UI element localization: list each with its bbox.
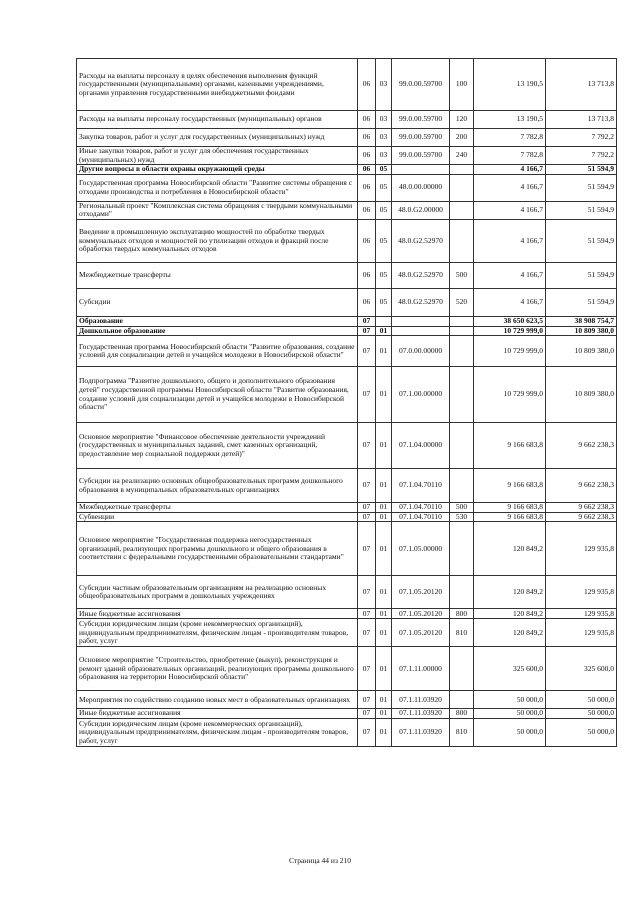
- cell-section: 06: [358, 111, 376, 129]
- cell-amount-year2: 51 594,9: [546, 201, 617, 219]
- cell-amount-year2: 13 713,8: [546, 111, 617, 129]
- cell-target-article: 07.1.04.70110: [392, 503, 450, 513]
- cell-expense-type: 120: [450, 111, 474, 129]
- cell-name: Расходы на выплаты персоналу в целях обеспечения выполнения функций государственными (муниципальными) органами, казенными учреждениями, органами управления государственными внебюджетными фондами: [77, 59, 358, 111]
- cell-subsection: [376, 316, 392, 326]
- cell-subsection: 03: [376, 129, 392, 147]
- cell-section: 06: [358, 129, 376, 147]
- table-row: [77, 522, 617, 576]
- table-row: [77, 111, 617, 129]
- cell-amount-year1: 7 782,8: [474, 147, 546, 165]
- cell-subsection: 03: [376, 59, 392, 111]
- cell-name: Дошкольное образование: [77, 326, 358, 336]
- cell-name: Основное мероприятие "Строительство, приобретение (выкуп), реконструкция и ремонт зданий образовательных организаций, реализующих программы дошкольного образования на территории Новосибирской области": [77, 647, 358, 691]
- cell-target-article: 48.0.00.00000: [392, 174, 450, 201]
- table-row: [77, 288, 617, 316]
- cell-amount-year1: 50 000,0: [474, 709, 546, 719]
- cell-amount-year2: 50 000,0: [546, 718, 617, 746]
- cell-amount-year1: 13 190,5: [474, 59, 546, 111]
- cell-name: Закупка товаров, работ и услуг для государственных (муниципальных) нужд: [77, 129, 358, 147]
- cell-amount-year2: 10 809 380,0: [546, 336, 617, 367]
- cell-name: Подпрограмма "Развитие дошкольного, общего и дополнительного образования детей" государственной программы Новосибирской области "Развитие образования, создание условий для социализации детей и учащейся молодежи в Новосибирской области": [77, 367, 358, 423]
- cell-subsection: 01: [376, 619, 392, 647]
- table-row: [77, 718, 617, 746]
- cell-amount-year1: 4 166,7: [474, 165, 546, 175]
- cell-target-article: 07.1.04.00000: [392, 423, 450, 469]
- cell-expense-type: [450, 522, 474, 576]
- cell-expense-type: 800: [450, 609, 474, 619]
- cell-subsection: 01: [376, 647, 392, 691]
- cell-subsection: 01: [376, 522, 392, 576]
- cell-amount-year1: 4 166,7: [474, 219, 546, 262]
- cell-section: 06: [358, 59, 376, 111]
- cell-target-article: 99.0.00.59700: [392, 111, 450, 129]
- cell-name: Субвенции: [77, 512, 358, 522]
- cell-amount-year2: 13 713,8: [546, 59, 617, 111]
- cell-section: 07: [358, 709, 376, 719]
- table-row: [77, 336, 617, 367]
- cell-amount-year2: 129 935,8: [546, 619, 617, 647]
- cell-amount-year2: 10 809 380,0: [546, 326, 617, 336]
- cell-name: Межбюджетные трансферты: [77, 262, 358, 288]
- cell-expense-type: [450, 647, 474, 691]
- cell-name: Иные бюджетные ассигнования: [77, 609, 358, 619]
- cell-expense-type: 200: [450, 129, 474, 147]
- cell-amount-year2: 51 594,9: [546, 219, 617, 262]
- cell-subsection: 05: [376, 262, 392, 288]
- cell-section: 07: [358, 576, 376, 609]
- cell-amount-year2: 7 792,2: [546, 147, 617, 165]
- cell-expense-type: [450, 326, 474, 336]
- page-number: Страница 44 из 210: [288, 856, 352, 865]
- cell-subsection: 05: [376, 174, 392, 201]
- cell-subsection: 01: [376, 609, 392, 619]
- cell-target-article: 48.0.G2.52970: [392, 219, 450, 262]
- cell-amount-year1: 120 849,2: [474, 576, 546, 609]
- cell-amount-year1: 50 000,0: [474, 691, 546, 709]
- cell-expense-type: [450, 336, 474, 367]
- table-row: [77, 219, 617, 262]
- table-row: [77, 147, 617, 165]
- cell-name: Мероприятия по содействию созданию новых мест в образовательных организациях: [77, 691, 358, 709]
- cell-amount-year2: 129 935,8: [546, 522, 617, 576]
- cell-amount-year1: 10 729 999,0: [474, 326, 546, 336]
- cell-subsection: 03: [376, 111, 392, 129]
- cell-subsection: 05: [376, 219, 392, 262]
- budget-table: [76, 58, 617, 747]
- cell-section: 07: [358, 423, 376, 469]
- cell-subsection: 01: [376, 367, 392, 423]
- cell-amount-year2: 51 594,9: [546, 288, 617, 316]
- cell-amount-year1: 4 166,7: [474, 288, 546, 316]
- table-row: [77, 691, 617, 709]
- cell-section: 07: [358, 647, 376, 691]
- cell-expense-type: [450, 174, 474, 201]
- cell-section: 07: [358, 718, 376, 746]
- cell-section: 06: [358, 165, 376, 175]
- cell-subsection: 01: [376, 336, 392, 367]
- cell-name: Основное мероприятие "Государственная поддержка негосударственных организаций, реализующих программы дошкольного и общего образования в соответствии с федеральными государственными образовательными стандартами": [77, 522, 358, 576]
- cell-name: Государственная программа Новосибирской области "Развитие образования, создание условий для социализации детей и учащейся молодежи в Новосибирской области": [77, 336, 358, 367]
- cell-name: Основное мероприятие "Финансовое обеспечение деятельности учреждений (государственных и муниципальных заданий, смет казенных организаций, предоставление мер социальной поддержки детей)": [77, 423, 358, 469]
- cell-target-article: 07.1.05.20120: [392, 576, 450, 609]
- cell-amount-year2: 9 662 238,3: [546, 503, 617, 513]
- cell-amount-year1: 9 166 683,8: [474, 512, 546, 522]
- cell-amount-year2: 51 594,9: [546, 174, 617, 201]
- cell-name: Другие вопросы в области охраны окружающей среды: [77, 165, 358, 175]
- cell-target-article: 07.1.04.70110: [392, 469, 450, 503]
- cell-amount-year1: 10 729 999,0: [474, 336, 546, 367]
- cell-amount-year2: 9 662 238,3: [546, 469, 617, 503]
- cell-section: 06: [358, 219, 376, 262]
- cell-expense-type: 800: [450, 709, 474, 719]
- cell-amount-year1: 120 849,2: [474, 609, 546, 619]
- cell-subsection: 01: [376, 709, 392, 719]
- cell-amount-year1: 7 782,8: [474, 129, 546, 147]
- cell-target-article: 07.0.00.00000: [392, 336, 450, 367]
- cell-subsection: 01: [376, 326, 392, 336]
- cell-amount-year1: 9 166 683,8: [474, 423, 546, 469]
- cell-amount-year2: 9 662 238,3: [546, 512, 617, 522]
- cell-subsection: 01: [376, 718, 392, 746]
- cell-target-article: [392, 326, 450, 336]
- cell-subsection: 01: [376, 469, 392, 503]
- cell-amount-year2: 51 594,9: [546, 262, 617, 288]
- cell-name: Субсидии частным образовательным организациям на реализацию основных общеобразовательных программ в дошкольных учреждениях: [77, 576, 358, 609]
- table-row: [77, 201, 617, 219]
- cell-target-article: 07.1.11.03920: [392, 718, 450, 746]
- cell-name: Государственная программа Новосибирской области "Развитие системы обращения с отходами производства и потребления в Новосибирской области": [77, 174, 358, 201]
- cell-expense-type: 240: [450, 147, 474, 165]
- table-row: [77, 609, 617, 619]
- cell-section: 07: [358, 503, 376, 513]
- cell-subsection: 01: [376, 503, 392, 513]
- cell-amount-year2: 38 908 754,7: [546, 316, 617, 326]
- cell-expense-type: [450, 219, 474, 262]
- cell-amount-year2: 7 792,2: [546, 129, 617, 147]
- cell-expense-type: 810: [450, 619, 474, 647]
- cell-target-article: [392, 165, 450, 175]
- cell-expense-type: 100: [450, 59, 474, 111]
- cell-subsection: 01: [376, 512, 392, 522]
- cell-section: 07: [358, 609, 376, 619]
- cell-amount-year1: 4 166,7: [474, 201, 546, 219]
- table-row: [77, 503, 617, 513]
- cell-section: 07: [358, 336, 376, 367]
- cell-target-article: 07.1.11.03920: [392, 691, 450, 709]
- cell-section: 07: [358, 316, 376, 326]
- cell-target-article: 48.0.G2.52970: [392, 288, 450, 316]
- table-row: [77, 512, 617, 522]
- cell-target-article: 48.0.G2.00000: [392, 201, 450, 219]
- cell-name: Межбюджетные трансферты: [77, 503, 358, 513]
- table-row: [77, 262, 617, 288]
- cell-expense-type: 530: [450, 512, 474, 522]
- table-row: [77, 576, 617, 609]
- cell-section: 07: [358, 367, 376, 423]
- cell-section: 07: [358, 326, 376, 336]
- cell-name: Введение в промышленную эксплуатацию мощностей по обработке твердых коммунальных отходов и мощностей по утилизации отходов и фракций после обработки твердых коммунальных отходов: [77, 219, 358, 262]
- cell-expense-type: [450, 423, 474, 469]
- cell-amount-year2: 50 000,0: [546, 709, 617, 719]
- cell-expense-type: 500: [450, 262, 474, 288]
- cell-expense-type: 810: [450, 718, 474, 746]
- cell-amount-year1: 325 600,0: [474, 647, 546, 691]
- cell-expense-type: [450, 201, 474, 219]
- cell-section: 07: [358, 469, 376, 503]
- cell-name: Субсидии юридическим лицам (кроме некоммерческих организаций), индивидуальным предпринимателям, физическим лицам - производителям товаров, работ, услуг: [77, 718, 358, 746]
- cell-amount-year1: 9 166 683,8: [474, 503, 546, 513]
- table-row: [77, 367, 617, 423]
- cell-amount-year2: 50 000,0: [546, 691, 617, 709]
- cell-section: 07: [358, 619, 376, 647]
- cell-subsection: 01: [376, 423, 392, 469]
- cell-section: 06: [358, 147, 376, 165]
- table-row: [77, 619, 617, 647]
- cell-subsection: 01: [376, 691, 392, 709]
- table-row: [77, 174, 617, 201]
- table-row: [77, 59, 617, 111]
- cell-name: Иные бюджетные ассигнования: [77, 709, 358, 719]
- cell-name: Субсидии на реализацию основных общеобразовательных программ дошкольного образования в муниципальных образовательных организациях: [77, 469, 358, 503]
- cell-target-article: [392, 316, 450, 326]
- cell-target-article: 07.1.05.20120: [392, 609, 450, 619]
- cell-name: Образование: [77, 316, 358, 326]
- document-page: [76, 58, 616, 747]
- cell-name: Субсидии юридическим лицам (кроме некоммерческих организаций), индивидуальным предпринимателям, физическим лицам - производителям товаров, работ, услуг: [77, 619, 358, 647]
- table-row: [77, 165, 617, 175]
- cell-name: Субсидии: [77, 288, 358, 316]
- cell-amount-year1: 120 849,2: [474, 522, 546, 576]
- cell-amount-year1: 13 190,5: [474, 111, 546, 129]
- cell-amount-year2: 51 594,9: [546, 165, 617, 175]
- cell-target-article: 48.0.G2.52970: [392, 262, 450, 288]
- cell-expense-type: [450, 165, 474, 175]
- budget-table-body: [77, 59, 617, 747]
- cell-expense-type: 500: [450, 503, 474, 513]
- cell-target-article: 07.1.11.03920: [392, 709, 450, 719]
- cell-amount-year1: 38 650 623,5: [474, 316, 546, 326]
- cell-subsection: 05: [376, 288, 392, 316]
- cell-subsection: 05: [376, 201, 392, 219]
- cell-subsection: 03: [376, 147, 392, 165]
- cell-amount-year2: 129 935,8: [546, 576, 617, 609]
- table-row: [77, 423, 617, 469]
- cell-amount-year2: 10 809 380,0: [546, 367, 617, 423]
- table-row: [77, 129, 617, 147]
- cell-expense-type: [450, 469, 474, 503]
- cell-target-article: 07.1.05.00000: [392, 522, 450, 576]
- cell-amount-year1: 10 729 999,0: [474, 367, 546, 423]
- cell-target-article: 07.1.00.00000: [392, 367, 450, 423]
- cell-amount-year1: 120 849,2: [474, 619, 546, 647]
- table-row: [77, 647, 617, 691]
- cell-target-article: 07.1.04.70110: [392, 512, 450, 522]
- cell-target-article: 99.0.00.59700: [392, 147, 450, 165]
- cell-target-article: 07.1.05.20120: [392, 619, 450, 647]
- cell-target-article: 99.0.00.59700: [392, 129, 450, 147]
- cell-target-article: 99.0.00.59700: [392, 59, 450, 111]
- table-row: [77, 326, 617, 336]
- cell-target-article: 07.1.11.00000: [392, 647, 450, 691]
- cell-expense-type: [450, 367, 474, 423]
- cell-amount-year1: 4 166,7: [474, 262, 546, 288]
- cell-expense-type: 520: [450, 288, 474, 316]
- cell-section: 06: [358, 174, 376, 201]
- cell-amount-year1: 4 166,7: [474, 174, 546, 201]
- cell-name: Иные закупки товаров, работ и услуг для обеспечения государственных (муниципальных) нужд: [77, 147, 358, 165]
- cell-name: Расходы на выплаты персоналу государственных (муниципальных) органов: [77, 111, 358, 129]
- cell-amount-year1: 9 166 683,8: [474, 469, 546, 503]
- cell-section: 06: [358, 288, 376, 316]
- cell-amount-year1: 50 000,0: [474, 718, 546, 746]
- cell-expense-type: [450, 316, 474, 326]
- cell-subsection: 01: [376, 576, 392, 609]
- cell-amount-year2: 9 662 238,3: [546, 423, 617, 469]
- table-row: [77, 316, 617, 326]
- cell-expense-type: [450, 576, 474, 609]
- cell-amount-year2: 129 935,8: [546, 609, 617, 619]
- cell-subsection: 05: [376, 165, 392, 175]
- cell-section: 06: [358, 262, 376, 288]
- cell-section: 07: [358, 522, 376, 576]
- table-row: [77, 709, 617, 719]
- table-row: [77, 469, 617, 503]
- cell-name: Региональный проект "Комплексная система обращения с твердыми коммунальными отходами": [77, 201, 358, 219]
- cell-section: 07: [358, 512, 376, 522]
- cell-section: 06: [358, 201, 376, 219]
- cell-expense-type: [450, 691, 474, 709]
- cell-amount-year2: 325 600,0: [546, 647, 617, 691]
- cell-section: 07: [358, 691, 376, 709]
